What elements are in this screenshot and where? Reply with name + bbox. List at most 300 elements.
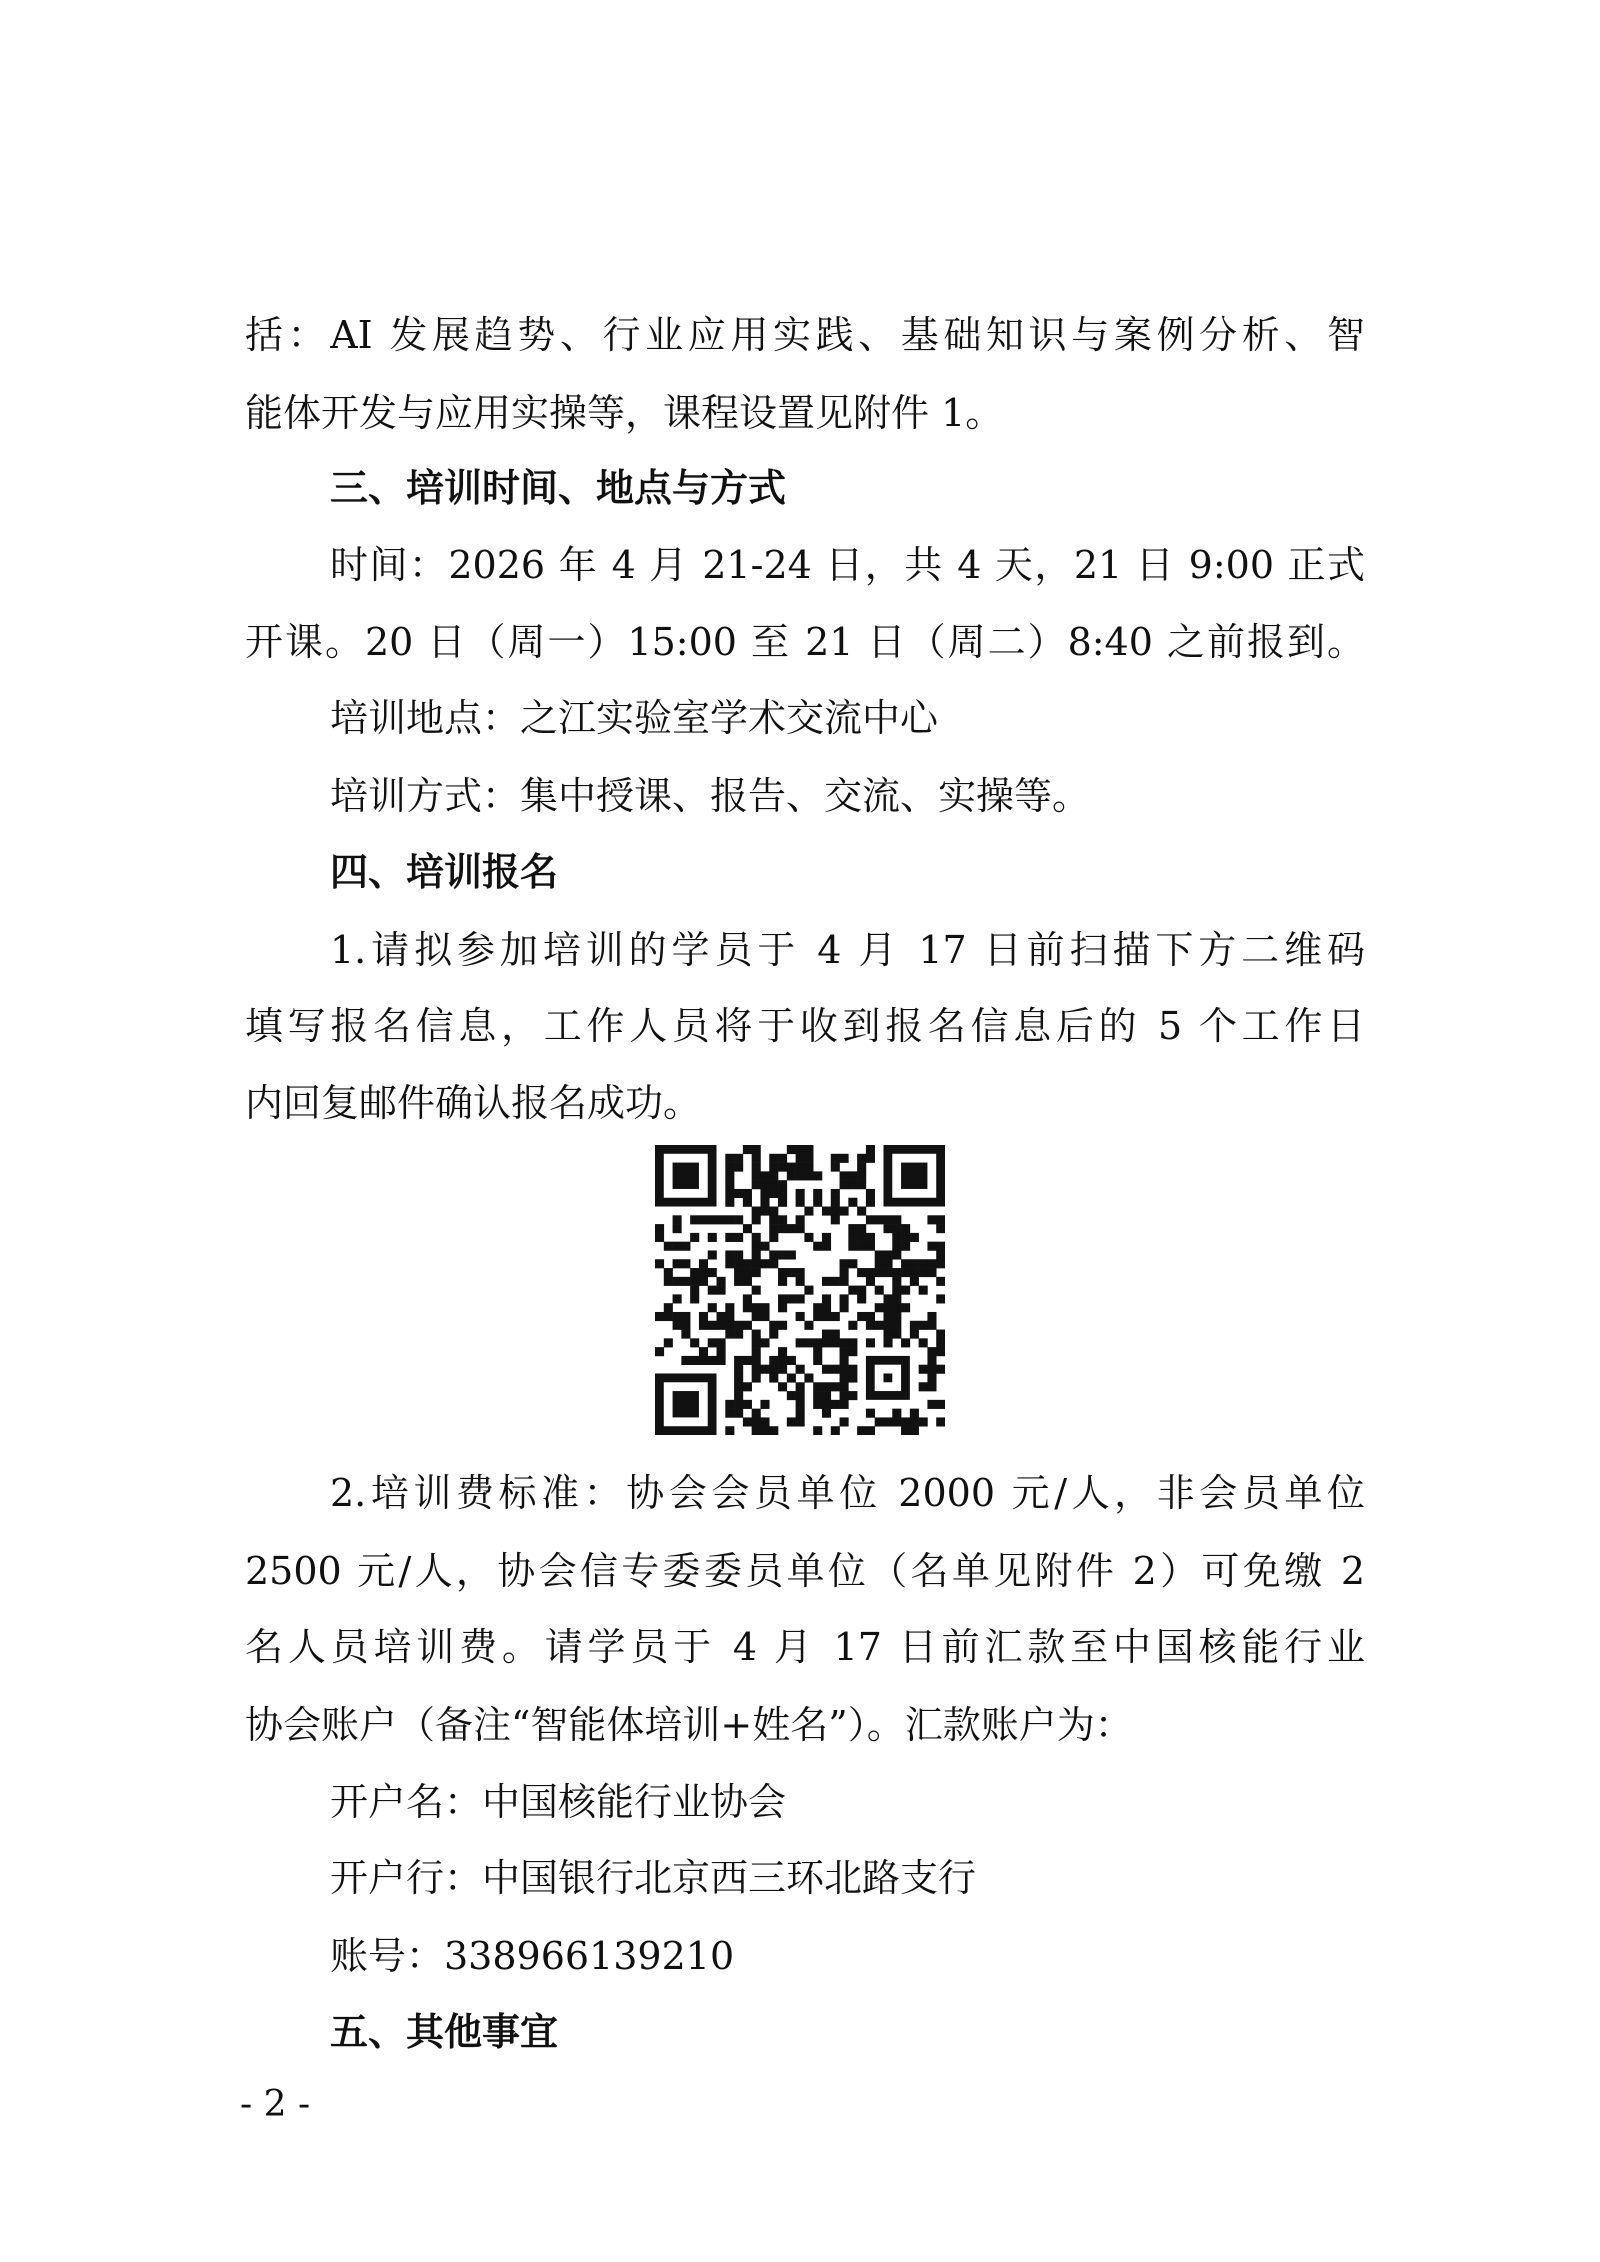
qr-module <box>655 1347 664 1356</box>
body-text-line: 内回复邮件确认报名成功。 <box>245 1081 702 1125</box>
qr-module <box>883 1268 892 1277</box>
qr-module <box>866 1198 875 1207</box>
qr-finder-inner <box>673 1163 699 1189</box>
qr-module <box>875 1215 884 1224</box>
qr-module <box>848 1347 857 1356</box>
qr-module <box>822 1338 831 1347</box>
qr-module <box>681 1356 690 1365</box>
qr-module <box>892 1409 901 1418</box>
qr-module <box>804 1286 813 1295</box>
qr-module <box>725 1215 734 1224</box>
qr-module <box>831 1189 840 1198</box>
qr-module <box>901 1259 910 1268</box>
qr-module <box>673 1277 682 1286</box>
qr-module <box>778 1198 787 1207</box>
qr-module <box>866 1242 875 1251</box>
qr-module <box>919 1365 928 1374</box>
qr-module <box>725 1163 734 1172</box>
qr-module <box>664 1242 673 1251</box>
qr-module <box>840 1356 849 1365</box>
qr-module <box>848 1233 857 1242</box>
qr-module <box>796 1391 805 1400</box>
qr-module <box>699 1215 708 1224</box>
qr-module <box>866 1312 875 1321</box>
qr-module <box>752 1373 761 1382</box>
body-text-line: 开课。20 日（周一）15:00 至 21 日（周二）8:40 之前报到。 <box>245 620 1365 664</box>
qr-module <box>892 1330 901 1339</box>
qr-module <box>831 1277 840 1286</box>
qr-module <box>787 1145 796 1154</box>
body-text-line: 时间：2026 年 4 月 21-24 日，共 4 天，21 日 9:00 正式 <box>330 543 1365 587</box>
qr-module <box>778 1356 787 1365</box>
qr-module <box>787 1250 796 1259</box>
qr-module <box>848 1171 857 1180</box>
qr-module <box>901 1224 910 1233</box>
qr-module <box>752 1303 761 1312</box>
qr-module <box>725 1321 734 1330</box>
qr-module <box>796 1417 805 1426</box>
qr-module <box>840 1303 849 1312</box>
qr-module <box>796 1312 805 1321</box>
qr-module <box>927 1259 936 1268</box>
qr-module <box>673 1312 682 1321</box>
qr-module <box>831 1365 840 1374</box>
qr-module <box>778 1224 787 1233</box>
qr-module <box>752 1312 761 1321</box>
qr-module <box>822 1409 831 1418</box>
qr-module <box>752 1259 761 1268</box>
section-heading-time-location: 三、培训时间、地点与方式 <box>330 466 787 510</box>
qr-module <box>769 1259 778 1268</box>
qr-module <box>910 1268 919 1277</box>
qr-module <box>681 1259 690 1268</box>
qr-module <box>681 1242 690 1251</box>
qr-module <box>655 1224 664 1233</box>
qr-module <box>752 1409 761 1418</box>
qr-module <box>752 1250 761 1259</box>
qr-module <box>848 1242 857 1251</box>
qr-module <box>743 1321 752 1330</box>
qr-module <box>936 1259 945 1268</box>
qr-module <box>892 1294 901 1303</box>
qr-module <box>857 1426 866 1435</box>
qr-module <box>892 1233 901 1242</box>
qr-module <box>848 1321 857 1330</box>
training-method: 培训方式：集中授课、报告、交流、实操等。 <box>330 774 1091 818</box>
qr-module <box>927 1365 936 1374</box>
qr-module <box>910 1259 919 1268</box>
qr-module <box>857 1233 866 1242</box>
qr-module <box>910 1426 919 1435</box>
qr-module <box>936 1250 945 1259</box>
qr-module <box>673 1242 682 1251</box>
qr-module <box>787 1163 796 1172</box>
qr-module <box>840 1259 849 1268</box>
qr-module <box>778 1215 787 1224</box>
qr-module <box>813 1189 822 1198</box>
qr-module <box>910 1277 919 1286</box>
qr-module <box>936 1277 945 1286</box>
qr-module <box>760 1259 769 1268</box>
qr-module <box>796 1198 805 1207</box>
qr-module <box>919 1382 928 1391</box>
qr-module <box>690 1233 699 1242</box>
qr-module <box>796 1294 805 1303</box>
qr-module <box>787 1224 796 1233</box>
qr-module <box>690 1268 699 1277</box>
qr-module <box>822 1312 831 1321</box>
qr-module <box>848 1286 857 1295</box>
qr-module <box>681 1312 690 1321</box>
qr-module <box>822 1365 831 1374</box>
qr-module <box>857 1207 866 1216</box>
qr-module <box>901 1426 910 1435</box>
qr-module <box>796 1400 805 1409</box>
qr-module <box>725 1233 734 1242</box>
qr-module <box>831 1338 840 1347</box>
qr-module <box>769 1215 778 1224</box>
qr-module <box>760 1207 769 1216</box>
body-text-line: 名人员培训费。请学员于 4 月 17 日前汇款至中国核能行业 <box>245 1625 1365 1669</box>
qr-module <box>725 1259 734 1268</box>
qr-module <box>813 1356 822 1365</box>
qr-module <box>831 1312 840 1321</box>
qr-module <box>936 1365 945 1374</box>
qr-module <box>927 1382 936 1391</box>
qr-module <box>848 1180 857 1189</box>
qr-module <box>927 1312 936 1321</box>
qr-module <box>708 1233 717 1242</box>
qr-module <box>866 1189 875 1198</box>
qr-module <box>717 1286 726 1295</box>
qr-module <box>875 1417 884 1426</box>
qr-module <box>787 1268 796 1277</box>
qr-module <box>883 1417 892 1426</box>
body-text-line: 能体开发与应用实操等，课程设置见附件 1。 <box>245 391 1004 435</box>
qr-module <box>857 1294 866 1303</box>
qr-module <box>840 1171 849 1180</box>
qr-module <box>796 1163 805 1172</box>
qr-module <box>734 1268 743 1277</box>
qr-module <box>690 1356 699 1365</box>
qr-module <box>883 1321 892 1330</box>
qr-module <box>725 1303 734 1312</box>
qr-module <box>699 1268 708 1277</box>
qr-module <box>752 1365 761 1374</box>
qr-module <box>840 1180 849 1189</box>
qr-module <box>813 1242 822 1251</box>
qr-module <box>769 1356 778 1365</box>
qr-module <box>883 1224 892 1233</box>
qr-module <box>725 1426 734 1435</box>
qr-module <box>866 1277 875 1286</box>
qr-module <box>892 1286 901 1295</box>
qr-module <box>822 1233 831 1242</box>
qr-module <box>717 1347 726 1356</box>
qr-module <box>892 1277 901 1286</box>
qr-module <box>901 1233 910 1242</box>
qr-module <box>883 1215 892 1224</box>
body-text-line: 括：AI 发展趋势、行业应用实践、基础知识与案例分析、智 <box>245 313 1365 357</box>
qr-module <box>804 1154 813 1163</box>
qr-module <box>725 1312 734 1321</box>
qr-module <box>822 1277 831 1286</box>
qr-module <box>927 1356 936 1365</box>
qr-module <box>743 1259 752 1268</box>
qr-module <box>813 1426 822 1435</box>
qr-module <box>831 1426 840 1435</box>
qr-align-inner <box>883 1373 892 1382</box>
qr-module <box>936 1330 945 1339</box>
qr-module <box>752 1180 761 1189</box>
qr-module <box>734 1365 743 1374</box>
qr-module <box>743 1382 752 1391</box>
qr-module <box>883 1312 892 1321</box>
qr-module <box>936 1215 945 1224</box>
qr-module <box>655 1259 664 1268</box>
qr-module <box>804 1321 813 1330</box>
qr-module <box>910 1330 919 1339</box>
qr-module <box>743 1268 752 1277</box>
qr-module <box>655 1312 664 1321</box>
qr-module <box>822 1294 831 1303</box>
qr-module <box>760 1171 769 1180</box>
qr-module <box>725 1171 734 1180</box>
qr-module <box>919 1338 928 1347</box>
qr-module <box>822 1303 831 1312</box>
qr-module <box>725 1189 734 1198</box>
qr-module <box>910 1417 919 1426</box>
qr-code-icon[interactable] <box>655 1145 945 1435</box>
qr-module <box>936 1242 945 1251</box>
body-text-line: 2500 元/人，协会信专委委员单位（名单见附件 2）可免缴 2 <box>245 1549 1365 1593</box>
qr-module <box>787 1373 796 1382</box>
qr-module <box>664 1303 673 1312</box>
qr-finder-inner <box>673 1391 699 1417</box>
qr-module <box>734 1382 743 1391</box>
qr-module <box>734 1163 743 1172</box>
qr-module <box>734 1259 743 1268</box>
qr-module <box>901 1338 910 1347</box>
qr-module <box>901 1417 910 1426</box>
qr-module <box>796 1154 805 1163</box>
qr-module <box>673 1321 682 1330</box>
qr-module <box>875 1268 884 1277</box>
qr-module <box>857 1180 866 1189</box>
qr-module <box>892 1215 901 1224</box>
qr-module <box>892 1250 901 1259</box>
training-location: 培训地点：之江实验室学术交流中心 <box>330 696 939 740</box>
qr-module <box>752 1242 761 1251</box>
qr-module <box>752 1233 761 1242</box>
qr-module <box>681 1321 690 1330</box>
qr-module <box>910 1409 919 1418</box>
qr-module <box>848 1224 857 1233</box>
qr-module <box>769 1250 778 1259</box>
qr-module <box>840 1391 849 1400</box>
qr-module <box>866 1154 875 1163</box>
qr-module <box>936 1338 945 1347</box>
qr-module <box>760 1303 769 1312</box>
qr-module <box>778 1382 787 1391</box>
qr-module <box>734 1277 743 1286</box>
qr-module <box>725 1198 734 1207</box>
qr-module <box>708 1338 717 1347</box>
qr-module <box>840 1373 849 1382</box>
qr-module <box>673 1294 682 1303</box>
qr-module <box>690 1294 699 1303</box>
qr-module <box>699 1321 708 1330</box>
qr-module <box>760 1312 769 1321</box>
qr-module <box>857 1171 866 1180</box>
qr-module <box>708 1250 717 1259</box>
qr-module <box>927 1400 936 1409</box>
qr-module <box>673 1224 682 1233</box>
qr-module <box>875 1321 884 1330</box>
qr-module <box>778 1189 787 1198</box>
qr-module <box>734 1400 743 1409</box>
qr-module <box>708 1215 717 1224</box>
qr-module <box>725 1180 734 1189</box>
qr-module <box>734 1250 743 1259</box>
qr-module <box>708 1321 717 1330</box>
qr-module <box>883 1338 892 1347</box>
body-text-line: 协会账户（备注“智能体培训+姓名”）。汇款账户为： <box>245 1703 1133 1747</box>
qr-module <box>760 1417 769 1426</box>
qr-module <box>708 1268 717 1277</box>
qr-module <box>866 1145 875 1154</box>
qr-module <box>866 1215 875 1224</box>
qr-module <box>927 1215 936 1224</box>
bank-name: 开户行：中国银行北京西三环北路支行 <box>330 1856 977 1900</box>
qr-module <box>778 1163 787 1172</box>
qr-module <box>752 1207 761 1216</box>
qr-module <box>778 1303 787 1312</box>
qr-module <box>681 1277 690 1286</box>
qr-module <box>743 1294 752 1303</box>
qr-module <box>840 1154 849 1163</box>
qr-module <box>778 1268 787 1277</box>
qr-module <box>840 1382 849 1391</box>
qr-module <box>734 1330 743 1339</box>
qr-module <box>910 1233 919 1242</box>
qr-module <box>857 1312 866 1321</box>
qr-module <box>927 1321 936 1330</box>
qr-module <box>708 1303 717 1312</box>
qr-module <box>787 1171 796 1180</box>
qr-module <box>822 1242 831 1251</box>
qr-module <box>769 1224 778 1233</box>
qr-module <box>840 1400 849 1409</box>
qr-module <box>743 1224 752 1233</box>
qr-module <box>699 1259 708 1268</box>
qr-module <box>717 1356 726 1365</box>
qr-module <box>822 1382 831 1391</box>
qr-module <box>743 1198 752 1207</box>
qr-module <box>752 1145 761 1154</box>
qr-module <box>848 1259 857 1268</box>
qr-module <box>681 1330 690 1339</box>
qr-module <box>840 1277 849 1286</box>
qr-module <box>769 1373 778 1382</box>
qr-module <box>813 1198 822 1207</box>
qr-module <box>831 1330 840 1339</box>
qr-module <box>760 1198 769 1207</box>
qr-module <box>734 1391 743 1400</box>
qr-module <box>760 1426 769 1435</box>
qr-module <box>752 1356 761 1365</box>
qr-module <box>796 1409 805 1418</box>
qr-module <box>875 1286 884 1295</box>
qr-module <box>927 1242 936 1251</box>
qr-module <box>848 1365 857 1374</box>
qr-module <box>919 1259 928 1268</box>
qr-module <box>743 1189 752 1198</box>
qr-module <box>857 1163 866 1172</box>
qr-module <box>699 1277 708 1286</box>
qr-module <box>708 1356 717 1365</box>
qr-module <box>822 1400 831 1409</box>
qr-module <box>927 1373 936 1382</box>
qr-module <box>769 1171 778 1180</box>
qr-module <box>840 1338 849 1347</box>
qr-module <box>840 1207 849 1216</box>
qr-module <box>760 1338 769 1347</box>
qr-module <box>717 1312 726 1321</box>
qr-module <box>936 1400 945 1409</box>
qr-module <box>787 1391 796 1400</box>
qr-module <box>717 1321 726 1330</box>
qr-module <box>804 1373 813 1382</box>
qr-module <box>752 1163 761 1172</box>
qr-module <box>813 1171 822 1180</box>
qr-module <box>717 1215 726 1224</box>
qr-module <box>734 1373 743 1382</box>
qr-module <box>840 1294 849 1303</box>
qr-module <box>796 1189 805 1198</box>
qr-module <box>901 1286 910 1295</box>
qr-module <box>769 1154 778 1163</box>
qr-module <box>892 1417 901 1426</box>
qr-module <box>699 1312 708 1321</box>
qr-module <box>778 1250 787 1259</box>
qr-module <box>857 1242 866 1251</box>
qr-module <box>866 1321 875 1330</box>
qr-module <box>699 1347 708 1356</box>
qr-module <box>831 1207 840 1216</box>
qr-module <box>892 1303 901 1312</box>
qr-module <box>725 1330 734 1339</box>
qr-module <box>919 1286 928 1295</box>
qr-module <box>769 1189 778 1198</box>
qr-module <box>664 1338 673 1347</box>
qr-module <box>927 1347 936 1356</box>
qr-module <box>752 1154 761 1163</box>
qr-module <box>769 1233 778 1242</box>
qr-module <box>760 1189 769 1198</box>
qr-module <box>936 1294 945 1303</box>
qr-module <box>883 1259 892 1268</box>
qr-module <box>804 1171 813 1180</box>
qr-module <box>778 1180 787 1189</box>
qr-module <box>892 1268 901 1277</box>
qr-module <box>778 1321 787 1330</box>
qr-module <box>752 1426 761 1435</box>
section-heading-other: 五、其他事宜 <box>330 2010 559 2054</box>
qr-module <box>690 1338 699 1347</box>
qr-module <box>778 1365 787 1374</box>
qr-module <box>804 1207 813 1216</box>
